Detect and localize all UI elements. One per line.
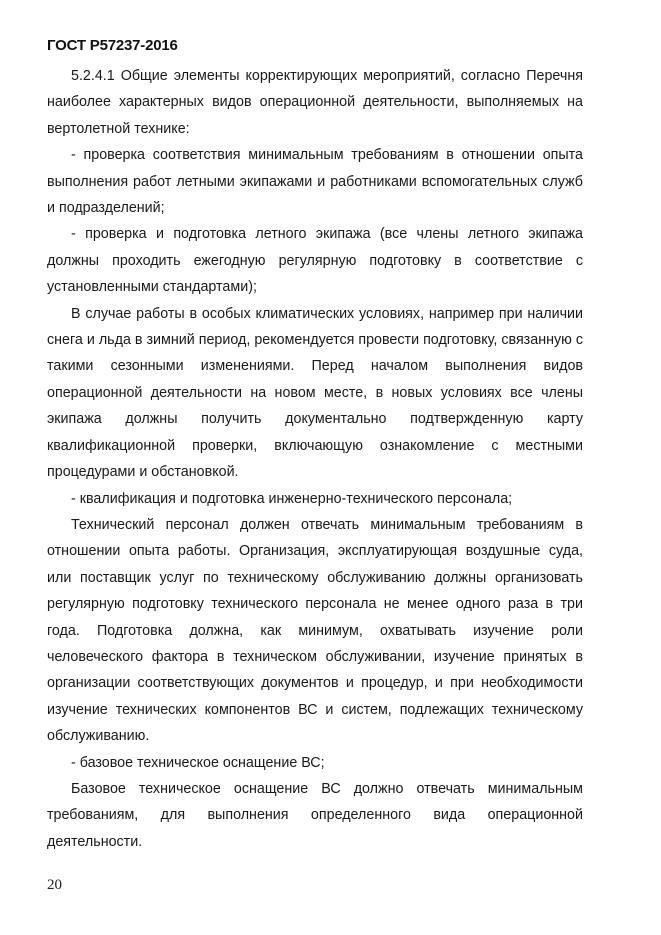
paragraph-basic-equipment: Базовое техническое оснащение ВС должно отвечать минимальным требованиям, для выполнения определенного вида операционной деятельности. [47,780,583,850]
document-header: ГОСТ Р57237-2016 [47,37,178,54]
document-body [47,63,583,855]
paragraph-section-5-2-4-1: 5.2.4.1 Общие элементы корректирующих мероприятий, согласно Перечня наиболее характерных видов операционной деятельности, выполняемых на вертолетной технике: [47,68,583,137]
list-item-experience-check: - проверка соответствия минимальным требованиям в отношении опыта выполнения работ летными экипажами и работниками вспомогательных служб и подразделений; [47,147,583,217]
paragraph-technical-personnel: Технический персонал должен отвечать минимальным требованиям в отношении опыта работы. Организация, эксплуатирующая воздушные суда, или поставщик услуг по техническому обслуживанию должны организовать регулярную подготовку технического персонала не менее одного раза в три года. Подготовка должна, как минимум, охватывать изучение роли человеческого фактора в техническом обслуживании, изучение принятых в организации соответствующих документов и процедур, и при необходимости изучение технических компонентов ВС и систем, подлежащих техническому обслуживанию. [47,516,583,745]
page-number: 20 [47,877,62,893]
list-item-basic-equipment: - базовое техническое оснащение ВС; [71,754,325,771]
list-item-engineering-qualification: - квалификация и подготовка инженерно-технического персонала; [71,490,513,507]
paragraph-climate-conditions: В случае работы в особых климатических условиях, например при наличии снега и льда в зимний период, рекомендуется провести подготовку, связанную с такими сезонными изменениями. Перед началом выполнения видов операционной деятельности на новом месте, в новых условиях все члены экипажа должны получить документально подтвержденную карту квалификационной проверки, включающую ознакомление с местными процедурами и обстановкой. [47,305,583,481]
list-item-crew-training: - проверка и подготовка летного экипажа (все члены летного экипажа должны проходить ежегодную регулярную подготовку в соответствие с установленными стандартами); [47,226,583,296]
